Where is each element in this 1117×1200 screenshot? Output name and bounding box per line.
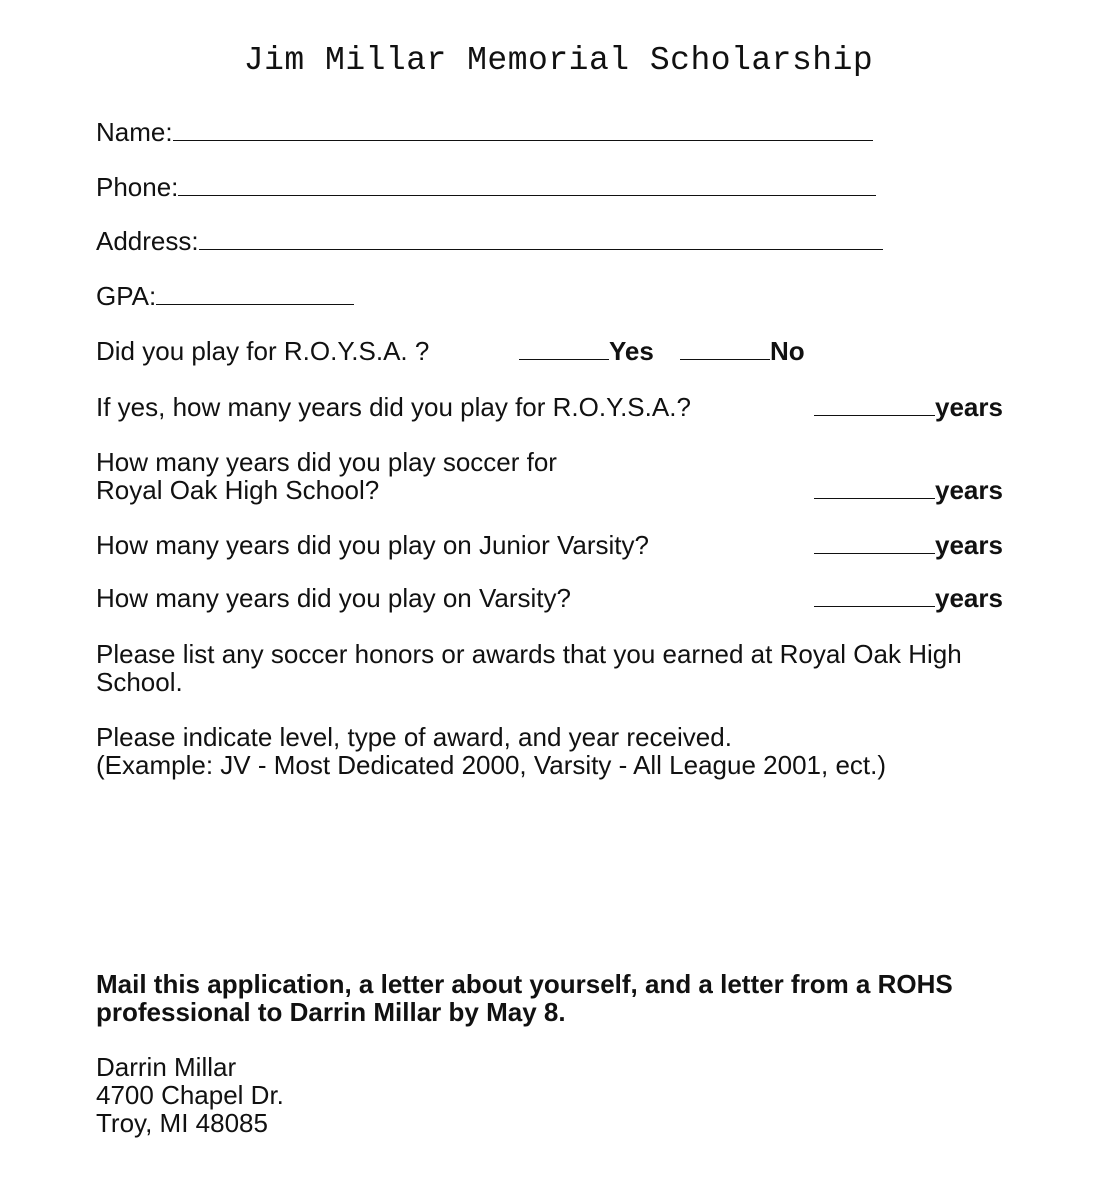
- rohs-years-question-line2: Royal Oak High School?: [96, 475, 380, 505]
- years-label: years: [935, 475, 1003, 505]
- roysa-years-answer[interactable]: [814, 393, 1003, 421]
- address-row: [96, 227, 883, 255]
- address-label: Address:: [96, 226, 199, 256]
- jv-years-blank[interactable]: [814, 533, 935, 554]
- gpa-label: GPA:: [96, 281, 157, 311]
- name-row: [96, 118, 873, 146]
- honors-line1: Please list any soccer honors or awards that you earned at Royal Oak High: [96, 639, 962, 669]
- mail-instructions: [96, 970, 953, 1026]
- address-city: Troy, MI 48085: [96, 1108, 268, 1138]
- varsity-years-question: How many years did you play on Varsity?: [96, 583, 571, 613]
- name-label: Name:: [96, 117, 173, 147]
- form-title: Jim Millar Memorial Scholarship: [243, 42, 874, 79]
- mailing-address: [96, 1053, 284, 1137]
- phone-label: Phone:: [96, 172, 179, 202]
- mail-line2: professional to Darrin Millar by May 8.: [96, 997, 566, 1027]
- roysa-yes-blank[interactable]: [519, 339, 609, 360]
- rohs-years-blank[interactable]: [814, 478, 935, 499]
- roysa-no-blank[interactable]: [680, 339, 770, 360]
- roysa-question: Did you play for R.O.Y.S.A. ?: [96, 336, 430, 366]
- gpa-row: [96, 282, 354, 310]
- address-name: Darrin Millar: [96, 1052, 237, 1082]
- roysa-yes-option[interactable]: [519, 337, 654, 365]
- honors-line2: School.: [96, 667, 183, 697]
- gpa-field[interactable]: [156, 284, 354, 305]
- indicate-line2: (Example: JV - Most Dedicated 2000, Varsity - All League 2001, ect.): [96, 750, 887, 780]
- jv-years-answer[interactable]: [814, 531, 1003, 559]
- varsity-years-blank[interactable]: [814, 586, 935, 607]
- years-label: years: [935, 583, 1003, 613]
- indicate-line1: Please indicate level, type of award, and year received.: [96, 722, 732, 752]
- address-field[interactable]: [199, 229, 883, 250]
- roysa-years-question: If yes, how many years did you play for R.O.Y.S.A.?: [96, 392, 691, 422]
- name-field[interactable]: [173, 120, 873, 141]
- address-street: 4700 Chapel Dr.: [96, 1080, 284, 1110]
- indicate-instructions: [96, 723, 886, 779]
- roysa-no-label: No: [770, 336, 805, 366]
- years-label: years: [935, 530, 1003, 560]
- phone-row: [96, 173, 876, 201]
- varsity-years-answer[interactable]: [814, 584, 1003, 612]
- years-label: years: [935, 392, 1003, 422]
- mail-line1: Mail this application, a letter about yourself, and a letter from a ROHS: [96, 969, 953, 999]
- roysa-no-option[interactable]: [680, 337, 805, 365]
- rohs-years-question: [96, 448, 557, 504]
- jv-years-question: How many years did you play on Junior Varsity?: [96, 530, 649, 560]
- rohs-years-question-line1: How many years did you play soccer for: [96, 447, 557, 477]
- roysa-yes-label: Yes: [609, 336, 654, 366]
- honors-instructions: [96, 640, 962, 696]
- roysa-years-blank[interactable]: [814, 395, 935, 416]
- rohs-years-answer[interactable]: [814, 476, 1003, 504]
- phone-field[interactable]: [178, 175, 876, 196]
